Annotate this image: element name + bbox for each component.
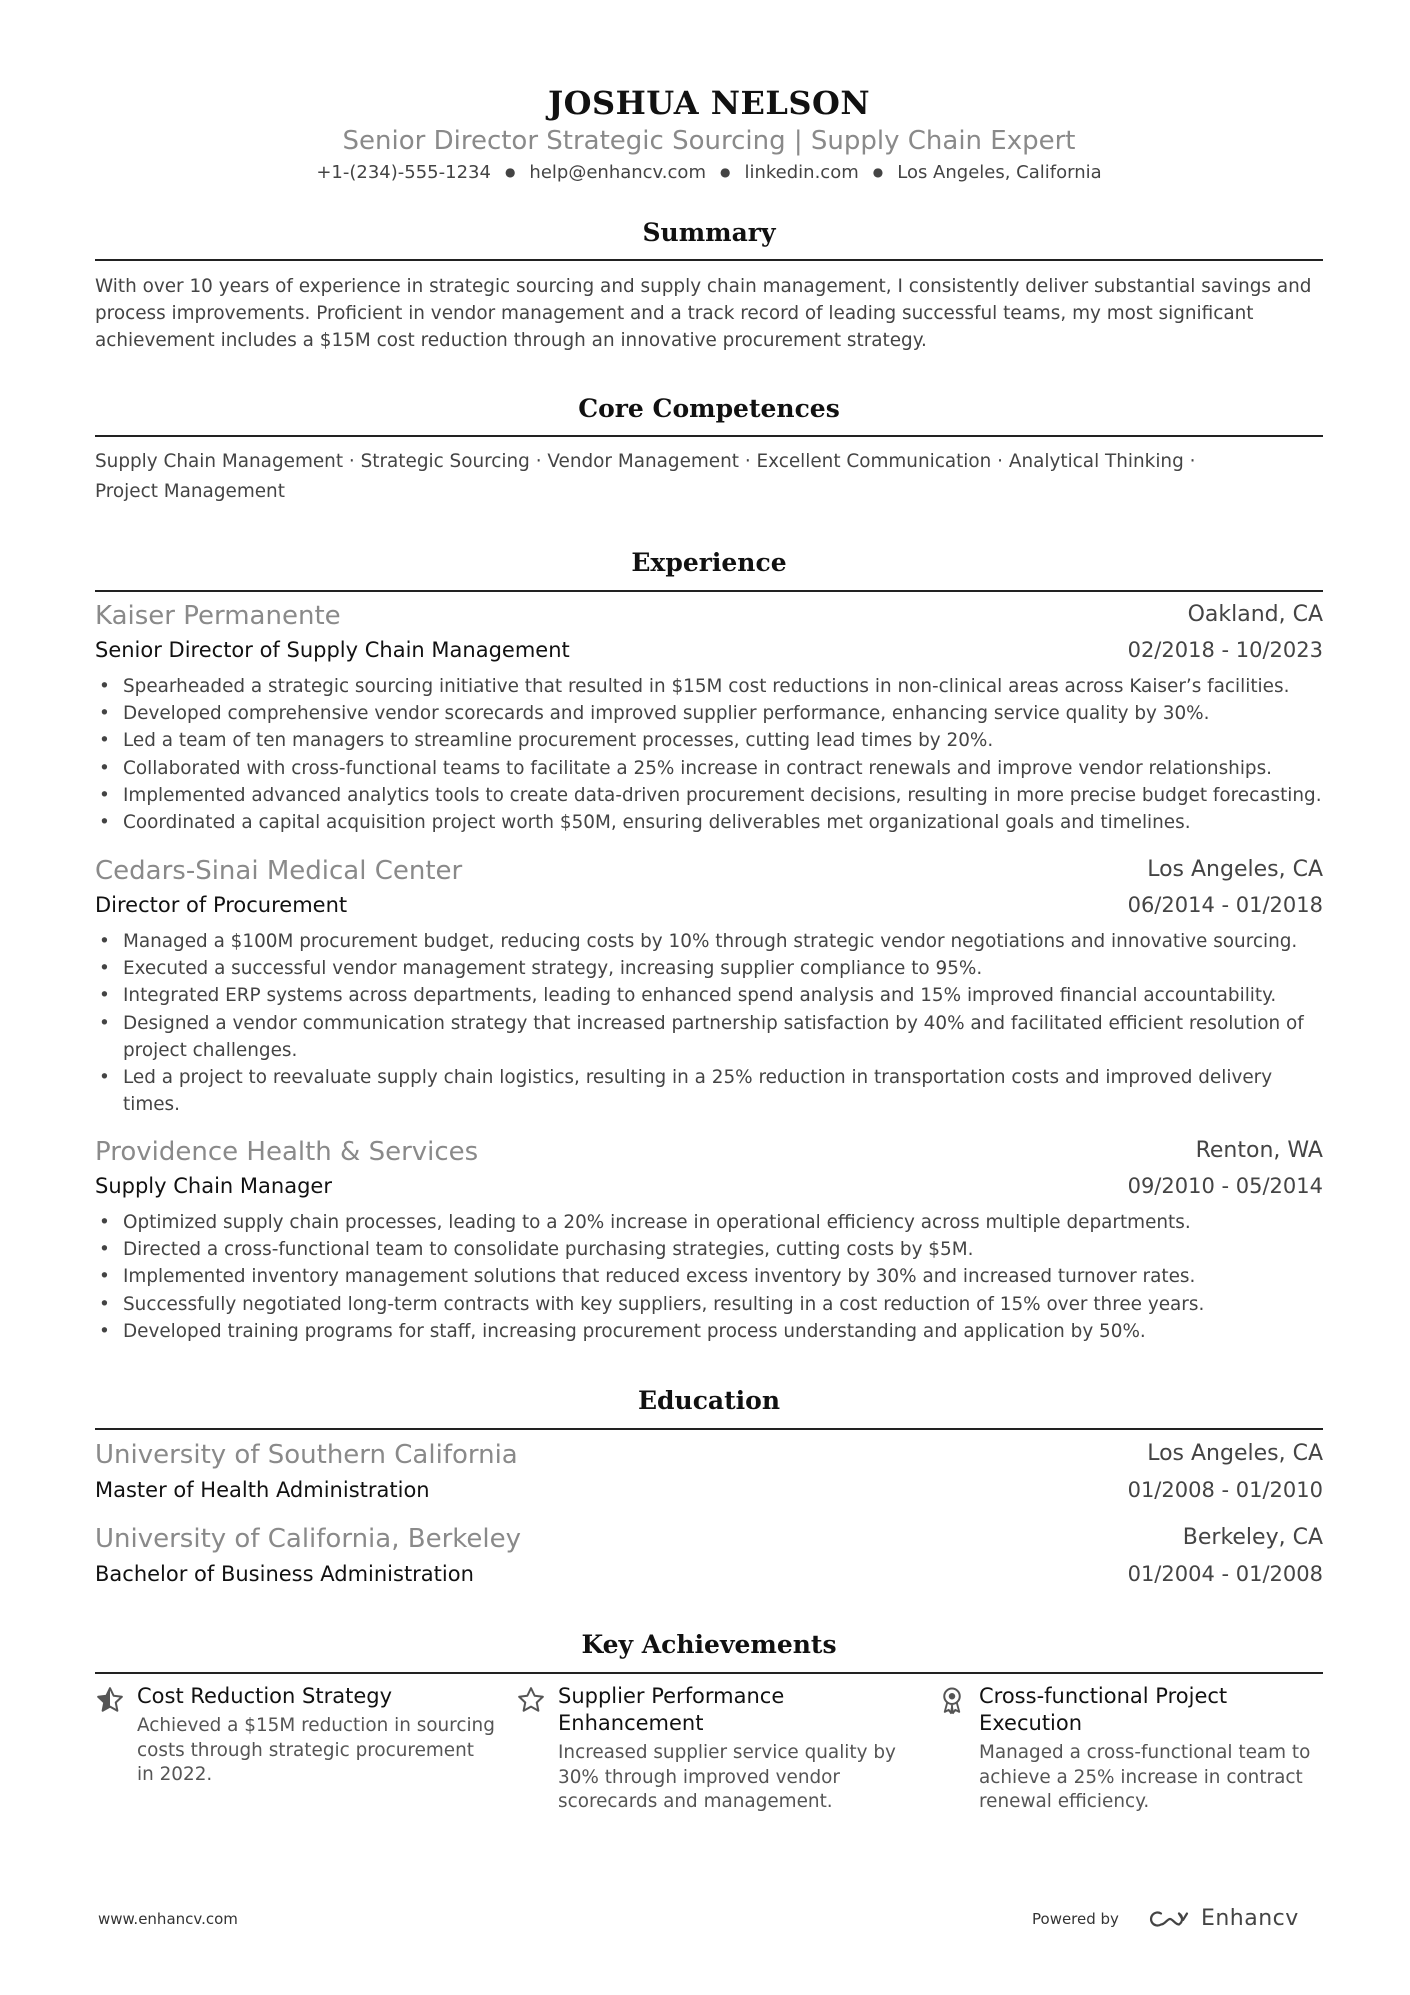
list-item: • Developed training programs for staff, increasing procurement process understanding and application by 50%. [95, 1318, 1323, 1345]
job-role: Senior Director of Supply Chain Management [95, 638, 570, 662]
list-item: • Coordinated a capital acquisition project worth $50M, ensuring deliverables met organizational goals and timelines. [95, 809, 1323, 836]
footer-website[interactable]: www.enhancv.com [98, 1910, 238, 1928]
job-bullets [95, 673, 1323, 836]
achievement-title: Supplier Performance Enhancement [558, 1684, 785, 1735]
list-item: • Directed a cross-functional team to consolidate purchasing strategies, cutting costs by $5M. [95, 1236, 1323, 1263]
enhancv-logo-icon [1147, 1908, 1193, 1930]
education-school: University of California, Berkeley [95, 1524, 521, 1554]
candidate-tagline: Senior Director Strategic Sourcing | Supply Chain Expert [342, 126, 1076, 156]
list-item: • Managed a $100M procurement budget, reducing costs by 10% through strategic vendor negotiations and innovative sourcing. [95, 928, 1323, 955]
list-item: • Spearheaded a strategic sourcing initiative that resulted in $15M cost reductions in non-clinical areas across Kaiser’s facilities. [95, 673, 1323, 700]
achievement-title: Cross-functional Project Execution [979, 1684, 1228, 1735]
job-dates: 06/2014 - 01/2018 [1127, 893, 1323, 917]
achievement-desc: Increased supplier service quality by 30% through improved vendor scorecards and management. [558, 1742, 896, 1812]
education-school: University of Southern California [95, 1440, 518, 1470]
candidate-name: JOSHUA NELSON [547, 84, 871, 122]
education-dates: 01/2004 - 01/2008 [1127, 1562, 1323, 1586]
location-text: Los Angeles, California [897, 162, 1102, 183]
list-item: • Led a project to reevaluate supply chain logistics, resulting in a 25% reduction in transportation costs and improved delivery times. [95, 1064, 1323, 1118]
email-link[interactable]: help@enhancv.com [529, 162, 706, 183]
section-divider [95, 590, 1323, 592]
achievement-card [937, 1683, 1323, 1815]
job-bullets [95, 928, 1323, 1118]
bullet-separator: ● [504, 165, 516, 179]
footer-branding [1032, 1906, 1299, 1931]
job-company: Providence Health & Services [95, 1137, 479, 1167]
list-item: • Optimized supply chain processes, leading to a 20% increase in operational efficiency across multiple departments. [95, 1209, 1323, 1236]
job-bullets [95, 1209, 1323, 1345]
star-outline-icon [516, 1685, 546, 1715]
section-title-achievements: Key Achievements [581, 1630, 837, 1659]
bullet-separator: ● [872, 165, 884, 179]
education-location: Berkeley, CA [1182, 1525, 1323, 1550]
achievement-desc: Managed a cross-functional team to achieve a 25% increase in contract renewal efficiency. [979, 1742, 1311, 1812]
list-item: • Executed a successful vendor management strategy, increasing supplier compliance to 95%. [95, 955, 1323, 982]
job-location: Los Angeles, CA [1147, 857, 1323, 882]
job-company: Cedars-Sinai Medical Center [95, 856, 463, 886]
section-title-summary: Summary [642, 218, 776, 247]
list-item: • Successfully negotiated long-term contracts with key suppliers, resulting in a cost reduction of 15% over three years. [95, 1291, 1323, 1318]
list-item: • Developed comprehensive vendor scorecards and improved supplier performance, enhancing service quality by 30%. [95, 700, 1323, 727]
achievement-desc: Achieved a $15M reduction in sourcing costs through strategic procurement in 2022. [137, 1715, 495, 1785]
job-role: Director of Procurement [95, 893, 348, 917]
education-location: Los Angeles, CA [1147, 1441, 1323, 1466]
list-item: • Designed a vendor communication strategy that increased partnership satisfaction by 40% and facilitated efficient resolution of project challenges. [95, 1010, 1323, 1064]
list-item: • Implemented advanced analytics tools to create data-driven procurement decisions, resulting in more precise budget forecasting. [95, 782, 1323, 809]
job-location: Renton, WA [1195, 1138, 1323, 1163]
award-ribbon-icon [937, 1685, 967, 1715]
contact-line [95, 162, 1323, 183]
competences-line-2: Project Management [95, 481, 285, 502]
job-dates: 02/2018 - 10/2023 [1127, 638, 1323, 662]
education-degree: Bachelor of Business Administration [95, 1562, 474, 1586]
section-divider [95, 435, 1323, 437]
star-half-icon [95, 1685, 125, 1715]
job-dates: 09/2010 - 05/2014 [1127, 1174, 1323, 1198]
list-item: • Collaborated with cross-functional teams to facilitate a 25% increase in contract renewals and improve vendor relationships. [95, 755, 1323, 782]
section-title-competences: Core Competences [578, 394, 840, 423]
enhancv-brand-name: Enhancv [1200, 1906, 1299, 1931]
summary-text: With over 10 years of experience in strategic sourcing and supply chain management, I consistently deliver substantial savings and process improvements. Proficient in vendor management and a track record of leading successful teams, my most significant achievement includes a $15M cost reduction through an innovative procurement strategy. [95, 276, 1312, 351]
education-dates: 01/2008 - 01/2010 [1127, 1478, 1323, 1502]
powered-by-label: Powered by [1032, 1909, 1119, 1928]
list-item: • Led a team of ten managers to streamline procurement processes, cutting lead times by 20%. [95, 727, 1323, 754]
education-degree: Master of Health Administration [95, 1478, 430, 1502]
phone-number: +1-(234)-555-1234 [316, 162, 491, 183]
competences-line-1: Supply Chain Management · Strategic Sourcing · Vendor Management · Excellent Communication · Analytical Thinking · [95, 451, 1196, 472]
job-company: Kaiser Permanente [95, 601, 341, 631]
list-item: • Integrated ERP systems across departments, leading to enhanced spend analysis and 15% improved financial accountability. [95, 982, 1323, 1009]
section-divider [95, 1428, 1323, 1430]
job-location: Oakland, CA [1187, 602, 1323, 627]
linkedin-link[interactable]: linkedin.com [744, 162, 859, 183]
list-item: • Implemented inventory management solutions that reduced excess inventory by 30% and increased turnover rates. [95, 1263, 1323, 1290]
section-title-experience: Experience [631, 548, 787, 577]
achievement-card [95, 1683, 495, 1788]
achievement-card [516, 1683, 916, 1815]
section-divider [95, 1672, 1323, 1674]
section-divider [95, 259, 1323, 261]
job-role: Supply Chain Manager [95, 1174, 332, 1198]
section-title-education: Education [637, 1386, 781, 1415]
bullet-separator: ● [719, 165, 731, 179]
achievement-title: Cost Reduction Strategy [137, 1684, 392, 1708]
